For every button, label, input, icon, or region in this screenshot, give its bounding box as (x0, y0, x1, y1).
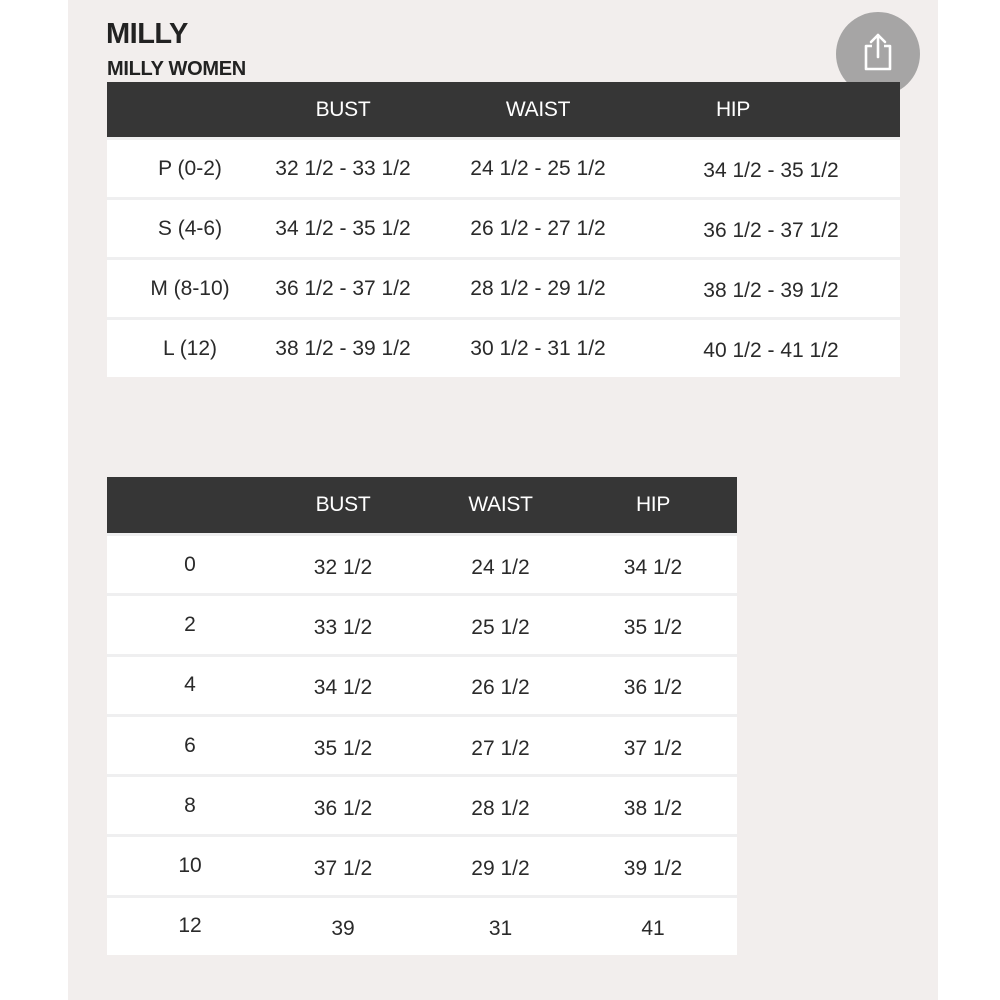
hip-cell: 39 1/2 (623, 857, 683, 881)
hip-cell: 36 1/2 - 37 1/2 (703, 218, 839, 242)
size-cell: L (12) (162, 336, 218, 360)
bust-cell: 36 1/2 (313, 796, 373, 820)
table-row (107, 137, 900, 197)
waist-cell: 28 1/2 - 29 1/2 (470, 276, 606, 300)
table-row (107, 714, 737, 774)
table-header (107, 477, 737, 533)
size-cell: M (8-10) (150, 276, 230, 300)
hip-cell: 40 1/2 - 41 1/2 (703, 338, 839, 362)
table-row (107, 197, 900, 257)
table-row (107, 834, 737, 894)
waist-cell: 28 1/2 (471, 796, 530, 820)
bust-cell: 33 1/2 (313, 615, 373, 639)
waist-cell: 24 1/2 - 25 1/2 (470, 156, 606, 180)
size-cell: 2 (184, 612, 196, 636)
hip-cell: 38 1/2 (623, 796, 683, 820)
header-hip: HIP (715, 97, 751, 121)
table-row (107, 257, 900, 317)
size-cell: 4 (184, 673, 196, 697)
waist-cell: 27 1/2 (471, 736, 530, 760)
waist-cell: 26 1/2 - 27 1/2 (470, 216, 606, 240)
size-cell: 8 (184, 793, 196, 817)
bust-cell: 35 1/2 (313, 736, 373, 760)
table-row (107, 533, 737, 593)
brand-subtitle: MILLY WOMEN (107, 58, 246, 80)
numeric-size-table (107, 477, 737, 955)
bust-cell: 36 1/2 - 37 1/2 (275, 276, 411, 300)
waist-cell: 25 1/2 (471, 615, 530, 639)
table-row (107, 654, 737, 714)
size-cell: 0 (184, 552, 196, 576)
table-row (107, 895, 737, 955)
size-cell: S (4-6) (157, 216, 223, 240)
header-waist: WAIST (468, 493, 533, 516)
bust-cell: 37 1/2 (313, 857, 373, 881)
waist-cell: 24 1/2 (471, 555, 530, 579)
table-header (107, 82, 900, 137)
table-row (107, 317, 900, 377)
waist-cell: 29 1/2 (471, 857, 530, 881)
hip-cell: 34 1/2 (623, 555, 683, 579)
header-waist: WAIST (505, 97, 571, 121)
bust-cell: 34 1/2 (313, 676, 373, 700)
header-hip: HIP (635, 493, 671, 516)
hip-cell: 37 1/2 (623, 736, 683, 760)
table-row (107, 774, 737, 834)
size-cell: 12 (178, 914, 202, 938)
hip-cell: 35 1/2 (623, 615, 683, 639)
header-bust: BUST (315, 493, 371, 516)
size-range-table (107, 82, 900, 377)
waist-cell: 30 1/2 - 31 1/2 (470, 336, 606, 360)
brand-title: MILLY (106, 18, 188, 50)
header-bust: BUST (315, 97, 371, 121)
hip-cell: 34 1/2 - 35 1/2 (703, 158, 839, 182)
size-cell: 6 (184, 733, 196, 757)
waist-cell: 26 1/2 (471, 676, 530, 700)
hip-cell: 38 1/2 - 39 1/2 (703, 278, 839, 302)
share-icon (861, 32, 895, 77)
waist-cell: 31 (488, 917, 513, 941)
bust-cell: 39 (331, 917, 355, 941)
size-cell: 10 (178, 854, 202, 878)
hip-cell: 41 (641, 917, 665, 941)
size-cell: P (0-2) (158, 156, 222, 180)
bust-cell: 38 1/2 - 39 1/2 (275, 336, 411, 360)
table-row (107, 593, 737, 653)
bust-cell: 32 1/2 - 33 1/2 (275, 156, 411, 180)
bust-cell: 32 1/2 (313, 555, 373, 579)
bust-cell: 34 1/2 - 35 1/2 (275, 216, 411, 240)
hip-cell: 36 1/2 (623, 676, 683, 700)
